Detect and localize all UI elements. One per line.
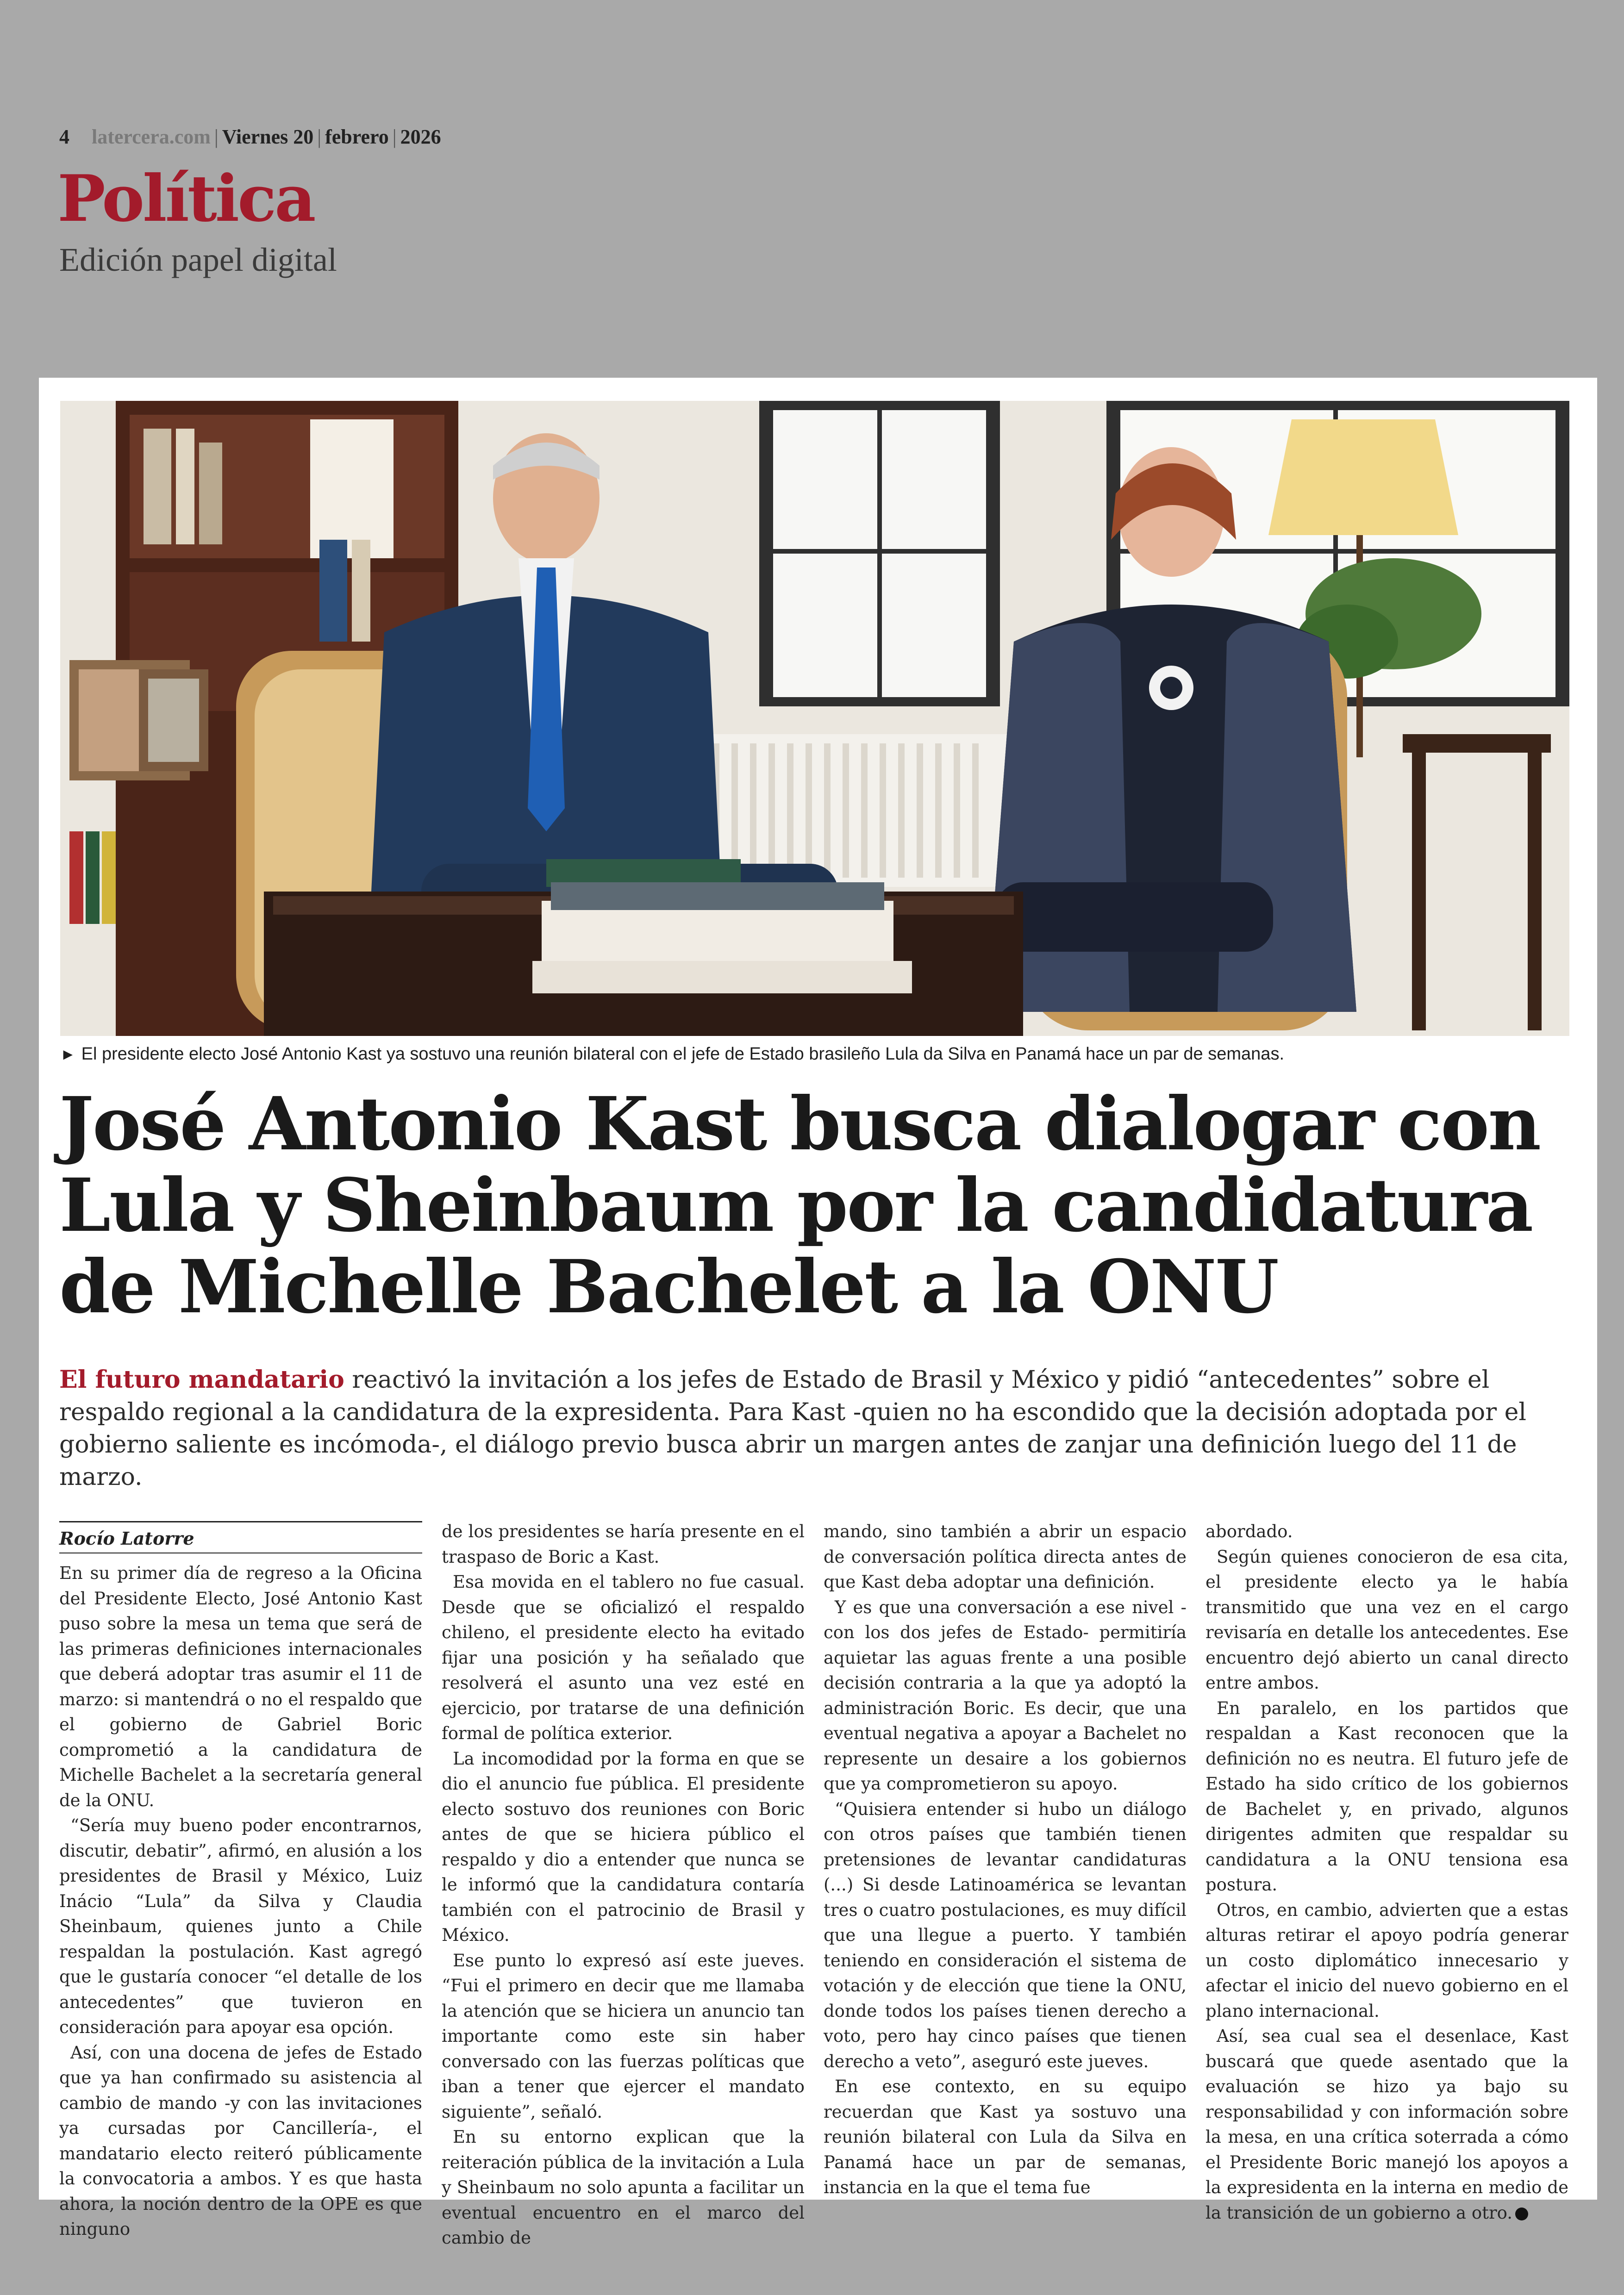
separator: | xyxy=(214,125,219,148)
body-column-2 xyxy=(442,1519,805,2251)
paragraph: Ese punto lo expresó así este jueves. “Fui el primero en decir que me llamaba la atención que se hiciera un anuncio tan importante como este sin haber conversado con las fuerzas políticas que iban a tener que ejercer el mandato siguiente”, señaló. xyxy=(442,1950,805,2122)
date-weekday: Viernes 20 xyxy=(222,125,314,148)
paragraph-text: Así, sea cual sea el desenlace, Kast buscará que quede asentado que la evaluación se hizo ya bajo su responsabilidad y con información sobre la mesa, en una crítica soterrada a cómo el Presidente Boric manejó los apoyos a la expresidenta en la interna en medio de la transición de un gobierno a otro. xyxy=(1206,2026,1568,2223)
headline-line: Lula y Sheinbaum por la candidatura xyxy=(59,1163,1532,1248)
body-column-3 xyxy=(824,1519,1187,2201)
headline xyxy=(59,1081,1541,1330)
body-column-1 xyxy=(59,1561,422,2242)
paragraph: Según quienes conocieron de esa cita, el presidente electo ya le había transmitido que una vez en el cargo revisaría en detalle los antecedentes. Ese encuentro dejó abierto un canal directo entre ambos. xyxy=(1206,1547,1568,1693)
paragraph: “Sería muy bueno poder encontrarnos, discutir, debatir”, afirmó, en alusión a los presidentes de Brasil y México, Luiz Inácio “Lula” da Silva y Claudia Sheinbaum, quienes junto a Chile respaldan la postulación. Kast agregó que le gustaría conocer “el detalle de los antecedentes” que tuvieron en consideración para apoyar esa opción. xyxy=(59,1815,422,2037)
deck-lead: El futuro mandatario xyxy=(59,1366,344,1394)
date-year: 2026 xyxy=(400,125,441,148)
paragraph: En ese contexto, en su equipo recuerdan que Kast ya sostuvo una reunión bilateral con Lula da Silva en Panamá hace un par de semanas, instancia en la que el tema fue xyxy=(824,2077,1187,2197)
newspaper-page xyxy=(39,378,1597,2248)
paragraph: Y es que una conversación a ese nivel -con los dos jefes de Estado- permitiría aquietar las aguas frente a una posible decisión contraria a la que ya adoptó la administración Boric. Es decir, que una eventual negativa a apoyar a Bachelet no represente un desaire a los gobiernos que ya comprometieron su apoyo. xyxy=(824,1597,1187,1794)
paragraph: En su primer día de regreso a la Oficina del Presidente Electo, José Antonio Kast puso sobre la mesa un tema que será de las primeras definiciones internacionales que deberá adoptar tras asumir el 11 de marzo: si mantendrá o no el respaldo que el gobierno de Gabriel Boric comprometió a la candidatura de Michelle Bachelet a la secretaría general de la ONU. xyxy=(59,1563,422,1810)
headline-line: José Antonio Kast busca dialogar con xyxy=(59,1081,1540,1167)
page-number: 4 xyxy=(59,125,69,148)
caption-marker-icon: ► xyxy=(60,1046,76,1063)
paragraph xyxy=(1206,2024,1568,2226)
article-photo[interactable] xyxy=(60,401,1569,1036)
paragraph: de los presidentes se haría presente en el traspaso de Boric a Kast. xyxy=(442,1522,805,1567)
byline: Rocío Latorre xyxy=(59,1521,422,1553)
headline-line: de Michelle Bachelet a la ONU xyxy=(59,1244,1278,1330)
paragraph: En paralelo, en los partidos que respaldan a Kast reconocen que la definición no es neutra. El futuro jefe de Estado ha sido crítico de los gobiernos de Bachelet y, en privado, algunos dirigentes admiten que respaldar su candidatura a la ONU tensiona esa postura. xyxy=(1206,1698,1568,1895)
separator: | xyxy=(317,125,322,148)
paragraph: Otros, en cambio, advierten que a estas alturas retirar el apoyo podría generar un costo diplomático innecesario y afectar el inicio del nuevo gobierno en el plano internacional. xyxy=(1206,1900,1568,2021)
paragraph: abordado. xyxy=(1206,1522,1293,1541)
deck-text: reactivó la invitación a los jefes de Estado de Brasil y México y pidió “antecedentes” sobre el respaldo regional a la candidatura de la expresidenta. Para Kast -quien no ha escondido que la decisión adoptada por el gobierno saliente es incómoda-, el diálogo previo busca abrir un margen antes de zanjar una definición luego del 11 de marzo. xyxy=(59,1366,1526,1491)
caption-text: El presidente electo José Antonio Kast ya sostuvo una reunión bilateral con el jefe de Estado brasileño Lula da Silva en Panamá hace un par de semanas. xyxy=(81,1044,1284,1064)
photo-kast-bachelet-icon xyxy=(60,401,1569,1036)
paragraph: La incomodidad por la forma en que se dio el anuncio fue pública. El presidente electo sostuvo dos reuniones con Boric antes de que se hiciera público el respaldo y dio a entender que nunca se le informó que la candidatura contaría también con el patrocinio de Brasil y México. xyxy=(442,1748,805,1945)
paragraph: “Quisiera entender si hubo un diálogo con otros países que también tienen pretensiones de levantar candidaturas (...) Si desde Latinoamérica se levantan tres o cuatro postulaciones, es muy difícil que una llegue a puerto. Y también teniendo en consideración el sistema de votación y de elección que tiene la ONU, donde todos los países tienen derecho a voto, pero hay cinco países que tienen derecho a veto”, aseguró este jueves. xyxy=(824,1799,1187,2071)
masthead-dateline xyxy=(59,125,441,149)
paragraph: Así, con una docena de jefes de Estado que ya han confirmado su asistencia al cambio de mando -y con las invitaciones ya cursadas por Cancillería-, el mandatario electo reiteró públicamente la convocatoria a ambos. Y es que hasta ahora, la noción dentro de la OPE es que ninguno xyxy=(59,2042,422,2239)
end-mark-icon xyxy=(1515,2208,1528,2220)
body-column-4 xyxy=(1206,1519,1568,2226)
paragraph: Esa movida en el tablero no fue casual. Desde que se oficializó el respaldo chileno, el presidente electo ha evitado fijar una posición y ha señalado que resolverá el asunto una vez esté en ejercicio, por tratarse de una definición formal de política exterior. xyxy=(442,1572,805,1743)
article-deck xyxy=(59,1364,1568,1493)
section-title: Política xyxy=(57,161,314,236)
site-name[interactable]: latercera.com xyxy=(92,125,211,148)
date-month: febrero xyxy=(325,125,389,148)
paragraph: mando, sino también a abrir un espacio de conversación política directa antes de que Kast deba adoptar una definición. xyxy=(824,1522,1187,1592)
separator: | xyxy=(392,125,397,148)
edition-subtitle: Edición papel digital xyxy=(59,241,337,278)
paragraph: En su entorno explican que la reiteración pública de la invitación a Lula y Sheinbaum no solo apunta a facilitar un eventual encuentro en el marco del cambio de xyxy=(442,2127,805,2248)
photo-caption xyxy=(60,1044,1569,1064)
